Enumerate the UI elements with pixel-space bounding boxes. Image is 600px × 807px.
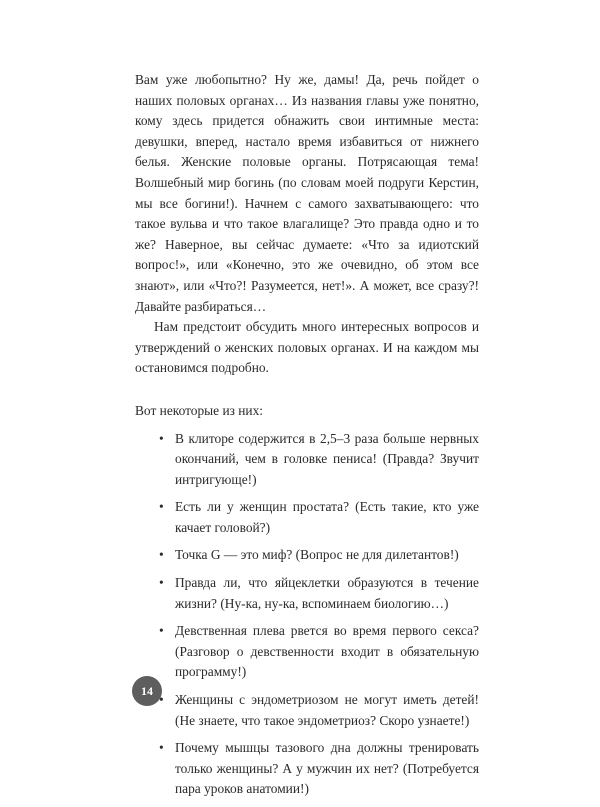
list-item-text: Есть ли у женщин простата? (Есть такие, кто уже качает головой?) — [175, 499, 479, 535]
list-item-text: Женщины с эндометриозом не могут иметь детей! (Не знаете, что такое эндометриоз? Скоро узнаете!) — [175, 692, 479, 728]
bullet-icon: • — [159, 623, 164, 639]
list-item — [135, 573, 479, 614]
list-item-text: Почему мышцы тазового дна должны тренировать только женщины? А у мужчин их нет? (Потребуется пара уроков анатомии!) — [175, 740, 479, 797]
page-body — [135, 70, 479, 807]
page-number: 14 — [141, 683, 153, 698]
paragraph-1: Вам уже любопытно? Ну же, дамы! Да, речь пойдет о наших половых органах… Из названия главы уже понятно, кому здесь придется обнажить свои интимные места: девушки, вперед, настало время избавиться от нижнего белья. Женские половые органы. Потрясающая тема! Волшебный мир богинь (по словам моей подруги Керстин, мы все богини!). Начнем с самого захватывающего: что такое вульва и что такое влагалище? Это правда одно и то же? Наверное, вы сейчас думаете: «Что за идиотский вопрос!», или «Конечно, это же очевидно, об этом все знают», или «Что?! Разумеется, нет!». А может, все сразу?! Давайте разбираться… — [135, 72, 479, 314]
paragraph-2: Нам предстоит обсудить много интересных вопросов и утверждений о женских половых органах. И на каждом мы остановимся подробно. — [135, 319, 479, 376]
list-item — [135, 690, 479, 731]
list-item-text: Девственная плева рвется во время первого секса? (Разговор о девственности входит в обязательную программу!) — [175, 623, 479, 680]
bullet-icon: • — [159, 499, 164, 515]
list-item-text: В клиторе содержится в 2,5–3 раза больше нервных окончаний, чем в головке пениса! (Правда? Звучит интригующе!) — [175, 430, 479, 487]
bullet-icon: • — [159, 575, 164, 591]
list-item — [135, 738, 479, 800]
list-item-text: Правда ли, что яйцеклетки образуются в течение жизни? (Ну-ка, ну-ка, вспоминаем биологию…) — [175, 575, 479, 611]
list-item-text: Точка G — это миф? (Вопрос не для дилетантов!) — [175, 547, 459, 563]
bullet-icon: • — [159, 547, 164, 563]
bullet-icon: • — [159, 430, 164, 446]
list-intro: Вот некоторые из них: — [135, 402, 264, 418]
list-item — [135, 429, 479, 491]
page-number-badge — [132, 676, 162, 706]
bullet-icon: • — [159, 740, 164, 756]
bullet-list — [135, 429, 479, 801]
list-item — [135, 545, 479, 566]
list-item — [135, 497, 479, 538]
bullet-icon: • — [159, 692, 164, 708]
list-item — [135, 621, 479, 683]
